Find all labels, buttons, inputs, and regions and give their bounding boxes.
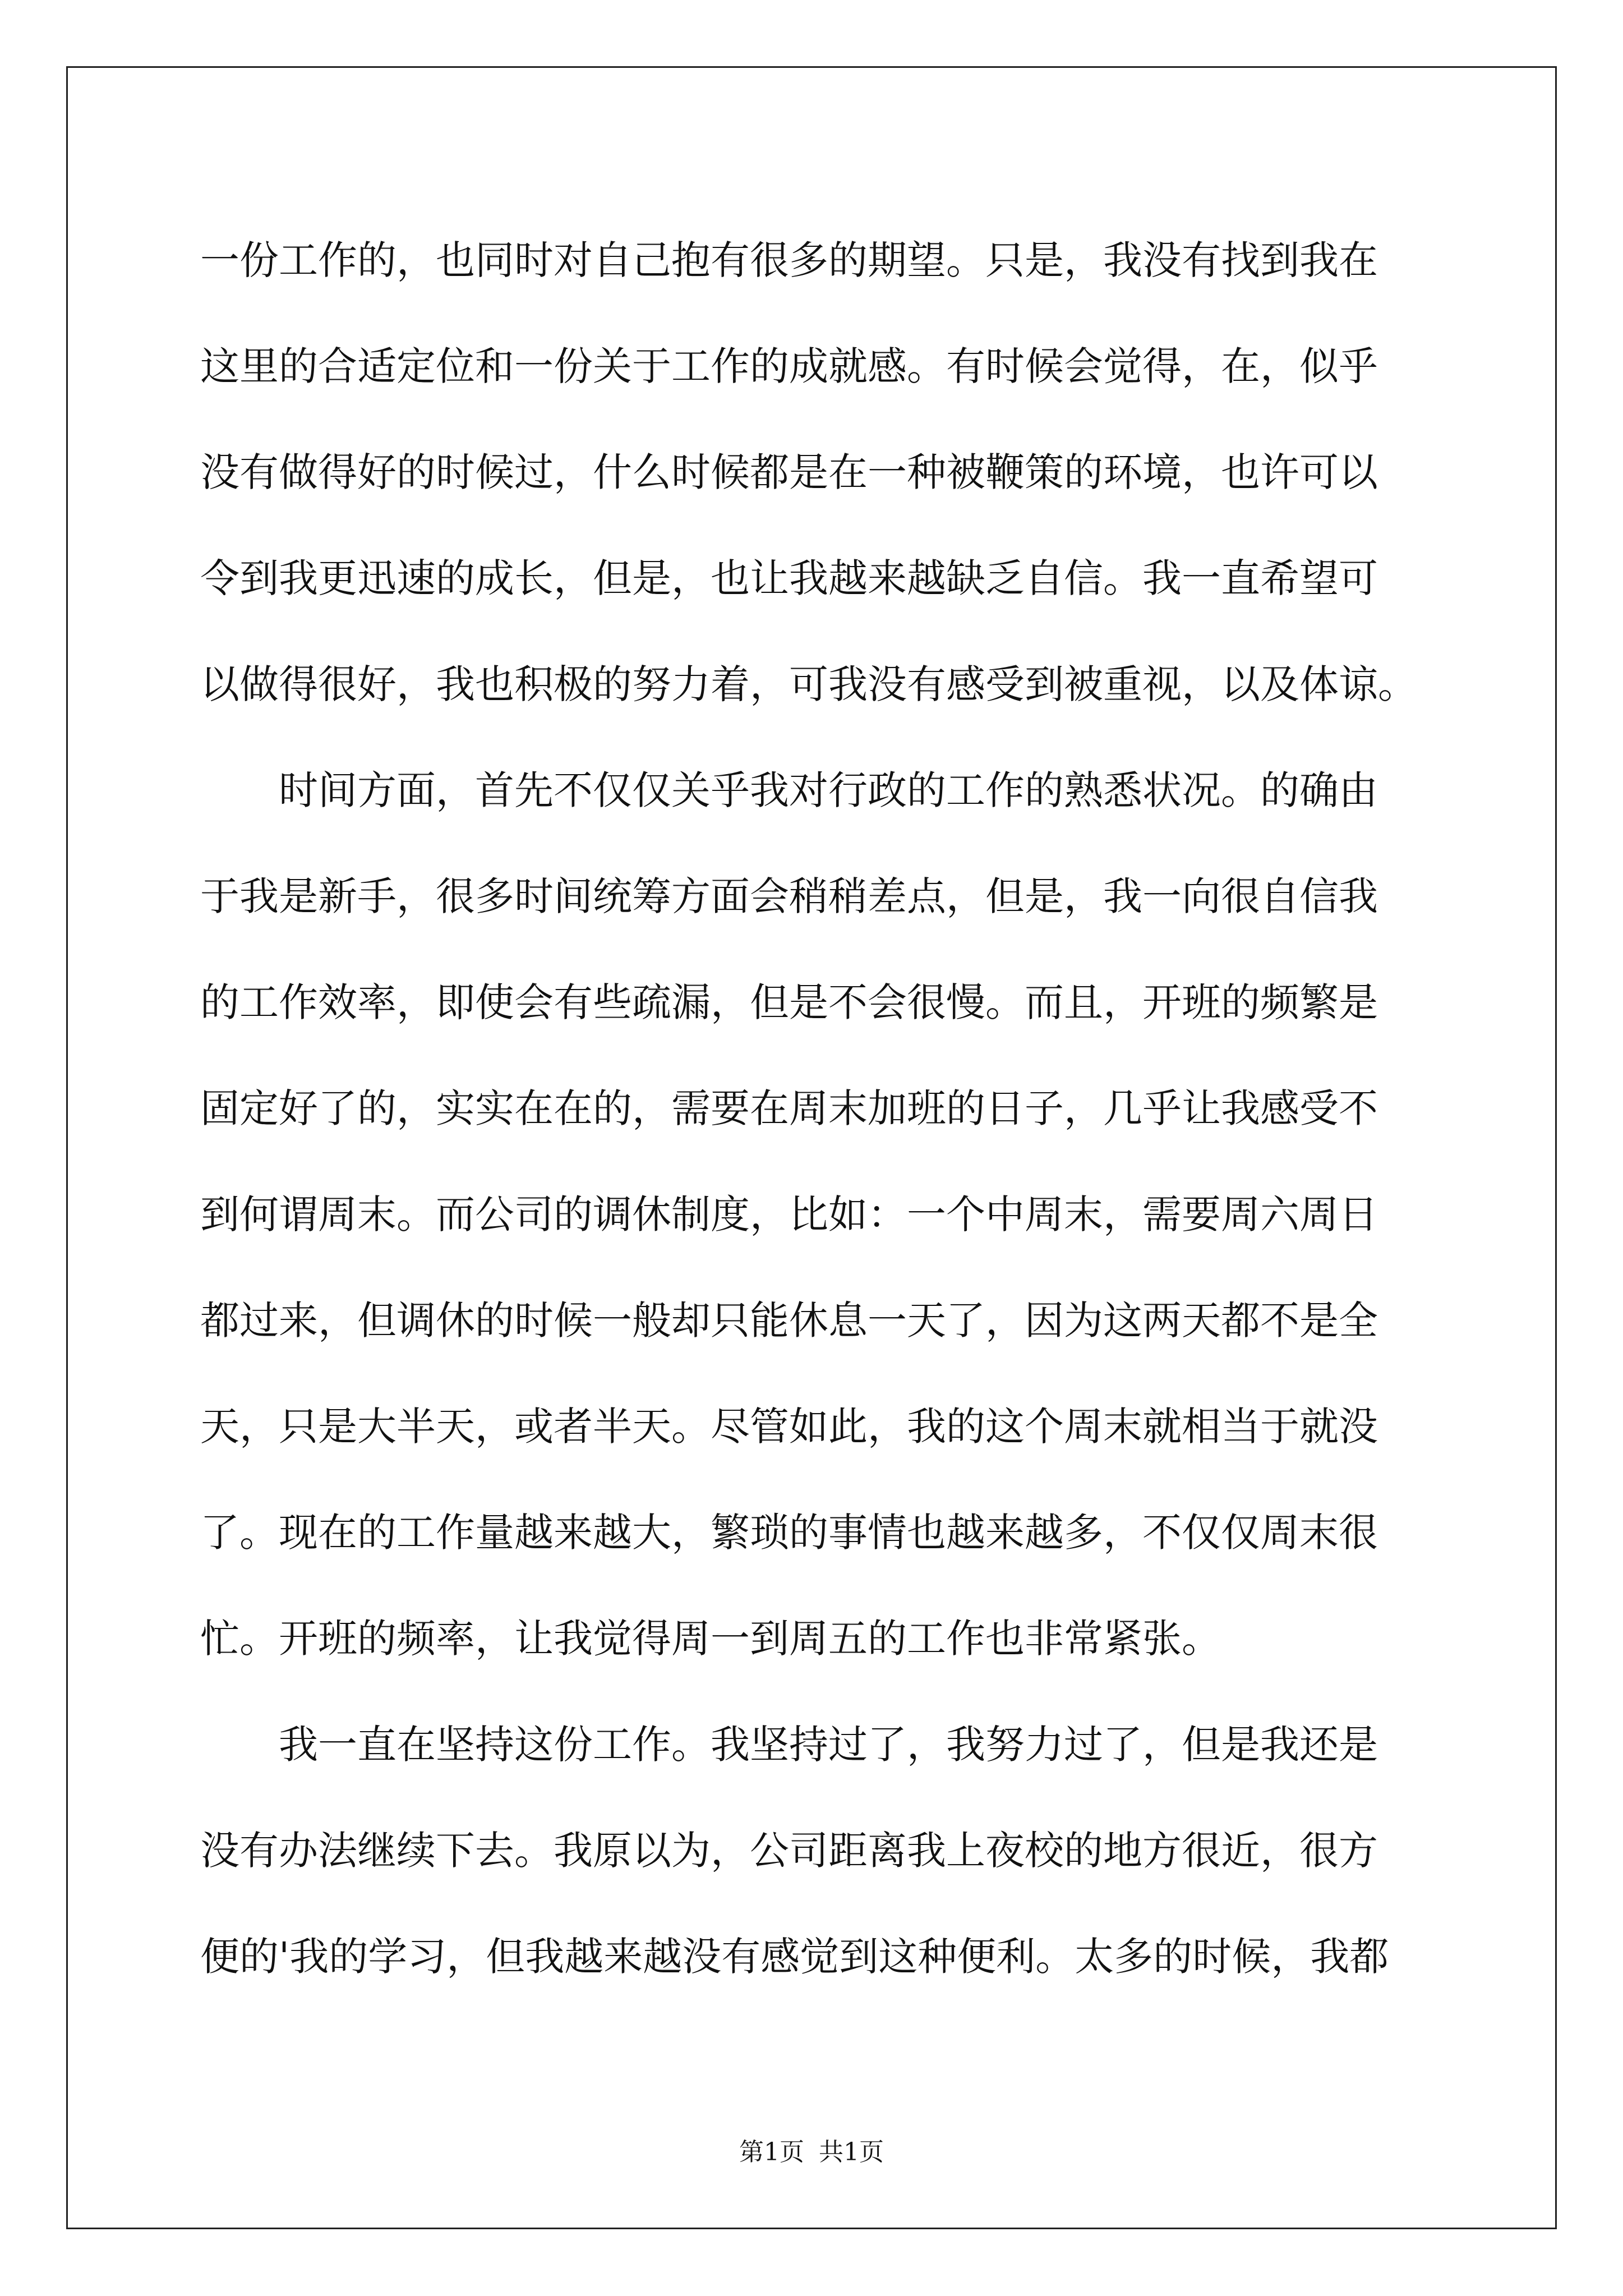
text-line: 固定好了的，实实在在的，需要在周末加班的日子，几乎让我感受不 <box>200 1085 1378 1131</box>
text-line: 一份工作的，也同时对自己抱有很多的期望。只是，我没有找到我在 <box>200 237 1378 283</box>
page-number: 第1页 <box>739 2138 804 2166</box>
text-line: 到何谓周末。而公司的调休制度，比如：一个中周末，需要周六周日 <box>200 1191 1378 1237</box>
text-line: 令到我更迅速的成长，但是，也让我越来越缺乏自信。我一直希望可 <box>200 555 1378 601</box>
text-line: 的工作效率，即使会有些疏漏，但是不会很慢。而且，开班的频繁是 <box>200 979 1378 1025</box>
text-line: 忙。开班的频率，让我觉得周一到周五的工作也非常紧张。 <box>200 1616 1221 1662</box>
text-line: 天，只是大半天，或者半天。尽管如此，我的这个周末就相当于就没 <box>200 1404 1378 1450</box>
text-line: 我一直在坚持这份工作。我坚持过了，我努力过了，但是我还是 <box>200 1722 1378 1768</box>
text-line: 时间方面，首先不仅仅关乎我对行政的工作的熟悉状况。的确由 <box>200 767 1378 813</box>
text-line: 了。现在的工作量越来越大，繁琐的事情也越来越多，不仅仅周末很 <box>200 1510 1378 1556</box>
text-line: 这里的合适定位和一份关于工作的成就感。有时候会觉得，在，似乎 <box>200 343 1378 389</box>
text-line: 便的'我的学习，但我越来越没有感觉到这种便利。太多的时候，我都 <box>200 1934 1389 1980</box>
page-footer <box>0 2132 1623 2168</box>
text-line: 于我是新手，很多时间统筹方面会稍稍差点，但是，我一向很自信我 <box>200 873 1378 919</box>
text-line: 没有做得好的时候过，什么时候都是在一种被鞭策的环境，也许可以 <box>200 449 1378 495</box>
text-line: 没有办法继续下去。我原以为，公司距离我上夜校的地方很近，很方 <box>200 1828 1378 1874</box>
document-body <box>200 208 1428 2010</box>
page-total: 共1页 <box>819 2138 884 2166</box>
text-line: 都过来，但调休的时候一般却只能休息一天了，因为这两天都不是全 <box>200 1297 1378 1343</box>
text-line: 以做得很好，我也积极的努力着，可我没有感受到被重视，以及体谅。 <box>200 661 1417 707</box>
